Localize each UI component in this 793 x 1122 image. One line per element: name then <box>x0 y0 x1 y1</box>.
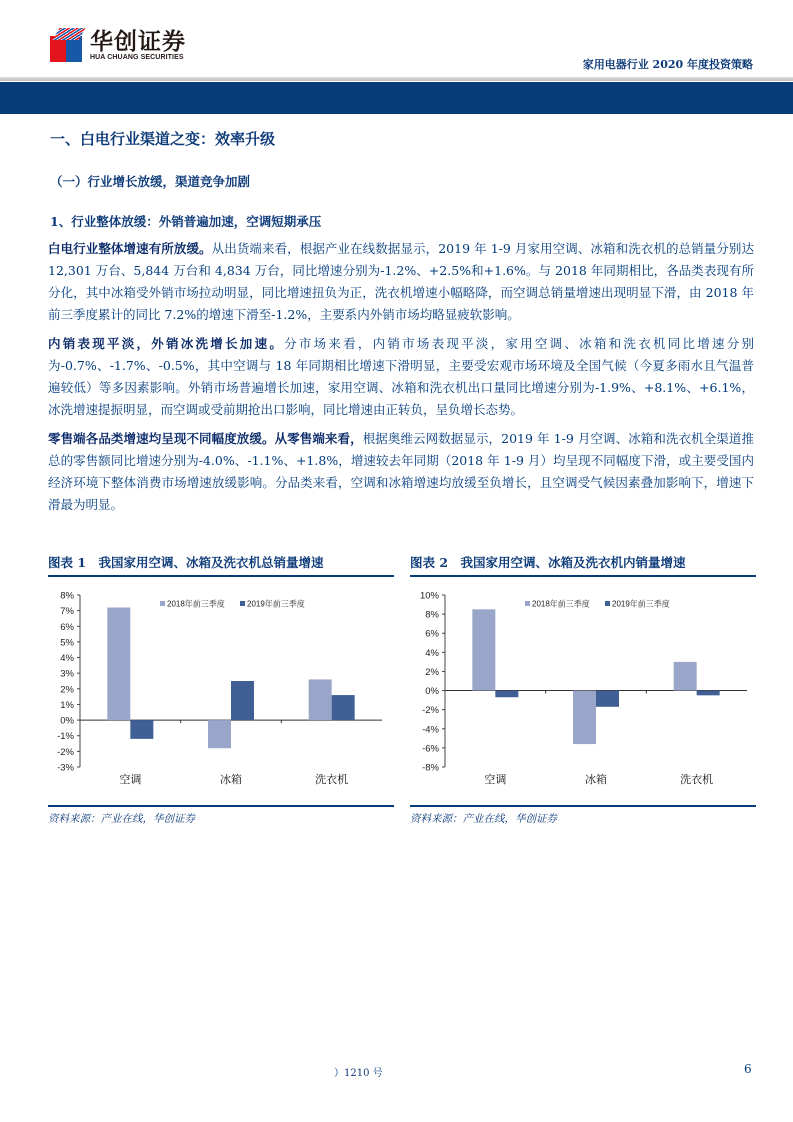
figure-1-source: 资料来源：产业在线，华创证券 <box>48 805 394 826</box>
paragraph-overall-slowdown <box>48 238 754 326</box>
figure-2-title: 图表 2 我国家用空调、冰箱及洗衣机内销量增速 <box>410 553 756 577</box>
svg-text:5%: 5% <box>60 637 74 649</box>
svg-text:2%: 2% <box>60 684 74 696</box>
paragraph-body: 分市场来看，内销市场表现平淡，家用空调、冰箱和洗衣机同比增速分别为-0.7%、-1.7%、-0.5%，其中空调与 18 年同期相比增速下滑明显，主要受宏观市场环境及全国气候（今夏多雨水且气温普遍较低）等多因素影响。外销市场普遍增长加速，家用空调、冰箱和洗衣机出口量同比增速分别为-1.9%、+8.1%、+6.1%，冰洗增速提振明显，而空调或受前期抢出口影响，同比增速由正转负，呈负增长态势。 <box>48 336 754 417</box>
page-header <box>0 0 793 80</box>
svg-text:2018年前三季度: 2018年前三季度 <box>167 599 225 609</box>
svg-text:2%: 2% <box>425 666 439 678</box>
paragraph-lead: 内销表现平淡，外销冰洗增长加速。 <box>48 336 285 351</box>
svg-text:6%: 6% <box>425 628 439 640</box>
paragraph-retail <box>48 428 754 516</box>
svg-text:7%: 7% <box>60 606 74 618</box>
page-number: 6 <box>744 1062 752 1076</box>
svg-text:冰箱: 冰箱 <box>585 774 607 786</box>
svg-text:-2%: -2% <box>422 705 439 717</box>
svg-text:3%: 3% <box>60 668 74 680</box>
sub-subsection-heading: 1、行业整体放缓：外销普遍加速，空调短期承压 <box>50 214 322 229</box>
svg-text:-4%: -4% <box>422 724 439 736</box>
document-title: 家用电器行业 2020 年度投资策略 <box>582 58 753 71</box>
svg-text:8%: 8% <box>60 590 74 602</box>
company-logo <box>50 28 186 62</box>
svg-text:-1%: -1% <box>57 731 74 743</box>
svg-text:1%: 1% <box>60 699 74 711</box>
logo-english-name: HUA CHUANG SECURITIES <box>90 53 184 61</box>
svg-text:-2%: -2% <box>57 746 74 758</box>
svg-text:2019年前三季度: 2019年前三季度 <box>612 599 670 609</box>
figure-1-title: 图表 1 我国家用空调、冰箱及洗衣机总销量增速 <box>48 553 394 577</box>
svg-text:0%: 0% <box>425 686 439 698</box>
paragraph-domestic-export <box>48 333 754 421</box>
figure-1-bar-chart <box>40 585 386 795</box>
svg-text:-6%: -6% <box>422 743 439 755</box>
paragraph-lead: 白电行业整体增速有所放缓。 <box>48 241 212 256</box>
svg-text:冰箱: 冰箱 <box>220 774 242 786</box>
paragraph-body: 根据奥维云网数据显示，2019 年 1-9 月空调、冰箱和洗衣机全渠道推总的零售额同比增速分别为-4.0%、-1.1%、+1.8%，增速较去年同期（2018 年 1-9 月）均呈现不同幅度下滑，或主要受国内经济环境下整体消费市场增速放缓影响。分品类来看，空调和冰箱增速均放缓至负增长，且空调受气候因素叠加影响下，增速下滑最为明显。 <box>48 431 754 512</box>
figure-2-source: 资料来源：产业在线，华创证券 <box>410 805 756 826</box>
svg-text:8%: 8% <box>425 609 439 621</box>
section-heading: 一、白电行业渠道之变：效率升级 <box>50 130 276 148</box>
svg-text:4%: 4% <box>425 647 439 659</box>
paragraph-lead: 零售端各品类增速均呈现不同幅度放缓。从零售端来看， <box>48 431 363 446</box>
footer-license-number: ）1210 号 <box>334 1068 383 1079</box>
svg-text:2019年前三季度: 2019年前三季度 <box>247 599 305 609</box>
svg-text:洗衣机: 洗衣机 <box>680 774 714 786</box>
svg-text:空调: 空调 <box>119 774 142 786</box>
header-band <box>0 82 793 114</box>
svg-text:2018年前三季度: 2018年前三季度 <box>532 599 590 609</box>
svg-text:-8%: -8% <box>422 762 439 774</box>
svg-text:4%: 4% <box>60 653 74 665</box>
svg-text:10%: 10% <box>419 590 439 602</box>
svg-text:洗衣机: 洗衣机 <box>315 774 349 786</box>
svg-text:-3%: -3% <box>57 762 74 774</box>
figure-2-bar-chart <box>405 585 751 795</box>
subsection-heading: （一）行业增长放缓，渠道竞争加剧 <box>50 174 251 189</box>
svg-text:空调: 空调 <box>484 774 507 786</box>
header-divider <box>0 77 793 81</box>
logo-cube-icon <box>50 28 82 62</box>
svg-text:0%: 0% <box>60 715 74 727</box>
paragraph-body: 从出货端来看，根据产业在线数据显示，2019 年 1-9 月家用空调、冰箱和洗衣机的总销量分别达 12,301 万台、5,844 万台和 4,834 万台，同比增速分别为-1.2%、+2.5%和+1.6%。与 2018 年同期相比，各品类表现有所分化，其中冰箱受外销市场拉动明显，同比增速扭负为正，洗衣机增速小幅略降，而空调总销量增速出现明显下滑，由 2018 年前三季度累计的同比 7.2%的增速下滑至-1.2%，主要系内外销市场均略显疲软影响。 <box>48 241 754 322</box>
svg-text:6%: 6% <box>60 621 74 633</box>
logo-chinese-name: 华创证券 <box>90 28 186 55</box>
